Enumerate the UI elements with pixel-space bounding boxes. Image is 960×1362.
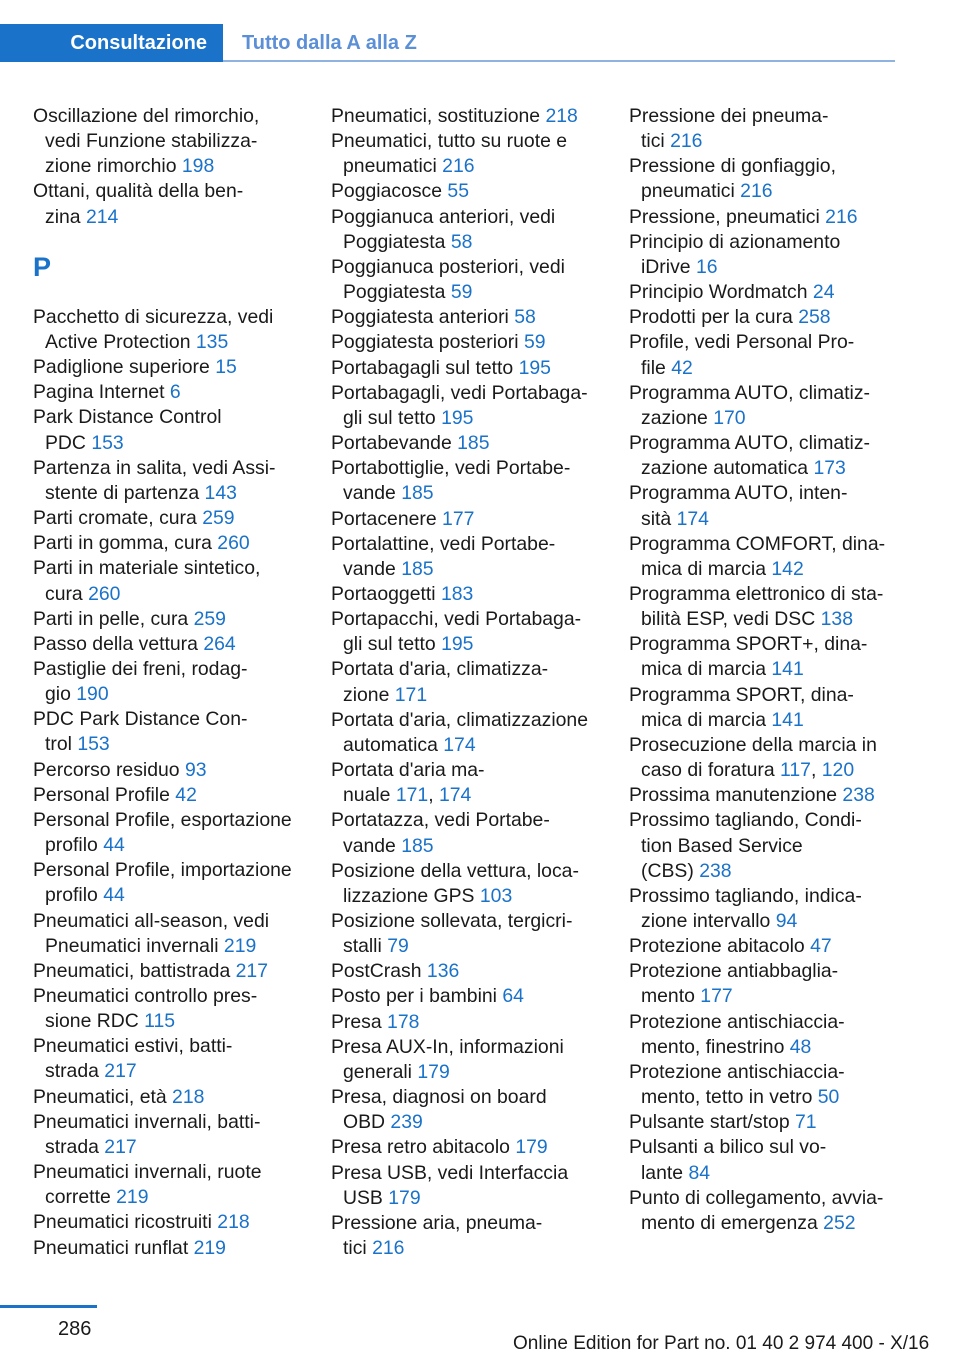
index-entry bbox=[33, 657, 325, 707]
index-entry bbox=[331, 1085, 623, 1135]
index-entry bbox=[33, 1110, 325, 1160]
index-entry-text: Portabottiglie, vedi Portabe‐ vande bbox=[331, 457, 571, 505]
index-entry-text: Portalattine, vedi Portabe‐ vande bbox=[331, 532, 556, 580]
index-entry: Portata d'aria ma‐ nuale 171, 174 bbox=[331, 759, 485, 807]
index-entry bbox=[331, 129, 623, 179]
index-entry-text: Pneumatici estivi, batti‐ strada bbox=[33, 1035, 233, 1083]
page-reference-link[interactable]: 84 bbox=[688, 1161, 711, 1184]
page-reference-link[interactable]: 185 bbox=[401, 834, 434, 857]
page-reference-link[interactable]: 216 bbox=[825, 205, 858, 228]
index-entry-text: Portata d'aria, climatizza‐ zione bbox=[331, 658, 549, 706]
page-reference-link[interactable]: 264 bbox=[203, 632, 236, 655]
index-entry-text: Oscillazione del rimorchio, vedi Funzione stabilizza‐ zione rimorchio bbox=[33, 105, 260, 178]
index-entry-text: Poggiacosce bbox=[331, 180, 448, 203]
index-entry-text: Portata d'aria, climatizzazione automatica bbox=[331, 708, 588, 756]
index-entry bbox=[331, 607, 623, 657]
page-reference-link[interactable]: 177 bbox=[442, 507, 475, 530]
index-entry-text: Programma AUTO, inten‐ sità bbox=[629, 482, 848, 530]
page-reference-link[interactable]: 174 bbox=[438, 784, 472, 807]
index-entry bbox=[33, 104, 325, 179]
page-reference-link[interactable]: 153 bbox=[77, 733, 110, 756]
index-entry-text: Padiglione superiore bbox=[33, 356, 216, 379]
index-entry bbox=[33, 758, 325, 783]
index-entry bbox=[33, 808, 325, 858]
page-reference-link[interactable]: 153 bbox=[91, 431, 124, 454]
page-reference-link[interactable]: 219 bbox=[223, 934, 257, 957]
page-reference-link[interactable]: 143 bbox=[204, 481, 237, 504]
index-entry bbox=[629, 1135, 921, 1185]
page-reference-link[interactable]: 171 bbox=[394, 683, 428, 706]
page-reference-link[interactable]: 16 bbox=[695, 255, 718, 278]
page-reference-link[interactable]: 260 bbox=[217, 532, 250, 555]
page-reference-link[interactable]: 47 bbox=[810, 935, 832, 958]
page-reference-link[interactable]: 183 bbox=[440, 582, 474, 605]
index-entry-text: Presa, diagnosi on board OBD bbox=[331, 1086, 547, 1134]
page-reference-link[interactable]: 260 bbox=[88, 582, 121, 605]
index-entry bbox=[629, 582, 921, 632]
index-entry bbox=[331, 1010, 623, 1035]
page-reference-link[interactable]: 50 bbox=[817, 1086, 840, 1109]
index-entry-text: Prodotti per la cura bbox=[629, 306, 799, 329]
index-entry bbox=[331, 205, 623, 255]
index-entry bbox=[33, 858, 325, 908]
index-entry bbox=[331, 909, 623, 959]
index-entry-text: Portata d'aria ma‐ nuale bbox=[331, 759, 485, 807]
index-column-2 bbox=[331, 104, 623, 1261]
page-reference-link[interactable]: 171 bbox=[395, 784, 429, 807]
index-entry bbox=[629, 934, 921, 959]
page-reference-link[interactable]: 214 bbox=[85, 205, 119, 228]
index-entry bbox=[629, 280, 921, 305]
index-entry bbox=[331, 1211, 623, 1261]
index-entry-text: Personal Profile bbox=[33, 783, 176, 806]
page-reference-link[interactable]: 218 bbox=[172, 1085, 205, 1108]
index-entry bbox=[33, 632, 325, 657]
index-entry-text: Pneumatici all-season, vedi Pneumatici invernali bbox=[33, 909, 270, 957]
page-reference-link[interactable]: 185 bbox=[401, 557, 434, 580]
index-entry bbox=[33, 607, 325, 632]
subsection-tab: Tutto dalla A alla Z bbox=[242, 31, 417, 54]
index-entry-text: Pneumatici, sostituzione bbox=[331, 105, 546, 127]
index-entry-text: Portaoggetti bbox=[331, 582, 441, 605]
index-entry-text: Poggiatesta posteriori bbox=[331, 331, 524, 354]
index-entry bbox=[33, 1236, 325, 1261]
index-entry-text: Programma SPORT+, dina‐ mica di marcia bbox=[629, 633, 868, 681]
index-entry bbox=[331, 255, 623, 305]
index-entry bbox=[629, 205, 921, 230]
page-reference-link[interactable]: 179 bbox=[515, 1136, 548, 1159]
index-entry-text: Pneumatici controllo pres‐ sione RDC bbox=[33, 985, 258, 1033]
page-reference-link[interactable]: 141 bbox=[771, 658, 804, 681]
index-entry bbox=[629, 154, 921, 204]
index-entry-text: Poggianuca anteriori, vedi Poggiatesta bbox=[331, 205, 556, 253]
page-reference-link[interactable]: 115 bbox=[144, 1010, 176, 1033]
index-entry bbox=[33, 1210, 325, 1235]
footer-divider bbox=[0, 1305, 97, 1308]
page-reference-link[interactable]: 135 bbox=[195, 330, 229, 353]
page-header bbox=[0, 0, 960, 62]
index-entry bbox=[629, 1186, 921, 1236]
index-entry-text: Parti in pelle, cura bbox=[33, 607, 194, 630]
index-entry bbox=[33, 707, 325, 757]
index-entry-text: Protezione abitacolo bbox=[629, 935, 811, 958]
index-entry-text: PDC Park Distance Con‐ trol bbox=[33, 708, 248, 756]
page-reference-link[interactable]: 138 bbox=[820, 608, 853, 631]
page-reference-link[interactable]: 55 bbox=[447, 180, 469, 203]
index-entry-text: Protezione antischiaccia‐ mento, finestrino bbox=[629, 1010, 845, 1058]
index-entry bbox=[33, 909, 325, 959]
page-reference-link[interactable]: 42 bbox=[175, 783, 197, 806]
index-entry bbox=[629, 1110, 921, 1135]
index-entry-text: Prosecuzione della marcia in caso di foratura bbox=[629, 733, 877, 782]
index-entry-text: Posto per i bambini bbox=[331, 985, 503, 1008]
page-reference-link[interactable]: 58 bbox=[450, 230, 473, 253]
index-entry-text: Poggianuca posteriori, vedi Poggiatesta bbox=[331, 255, 565, 304]
page-reference-link[interactable]: 259 bbox=[202, 507, 235, 530]
index-entry-text: Portatazza, vedi Portabe‐ vande bbox=[331, 809, 550, 857]
index-entry-text: Pressione aria, pneuma‐ tici bbox=[331, 1211, 543, 1260]
index-entry-text: Pneumatici runflat bbox=[33, 1236, 194, 1259]
page-reference-link[interactable]: 94 bbox=[775, 910, 798, 932]
index-entry-text: Posizione della vettura, loca‐ lizzazione GPS bbox=[331, 859, 579, 907]
page-reference-link[interactable]: 103 bbox=[479, 884, 513, 907]
index-entry-text: Pneumatici, età bbox=[33, 1085, 173, 1108]
index-entry bbox=[629, 632, 921, 682]
index-entry bbox=[629, 381, 921, 431]
index-entry bbox=[331, 984, 623, 1009]
index-entry bbox=[331, 305, 623, 330]
index-entry bbox=[33, 456, 325, 506]
index-entry bbox=[629, 1060, 921, 1110]
index-entry bbox=[331, 381, 623, 431]
index-entry bbox=[33, 556, 325, 606]
page-reference-link[interactable]: 190 bbox=[76, 683, 109, 706]
page-reference-link[interactable]: 198 bbox=[181, 155, 215, 178]
index-entry-text: Pacchetto di sicurezza, vedi Active Protection bbox=[33, 305, 274, 353]
index-entry bbox=[331, 657, 623, 707]
page-reference-link[interactable]: 117 bbox=[780, 759, 811, 782]
page-reference-link[interactable]: 120 bbox=[821, 759, 855, 782]
index-entry bbox=[33, 1034, 325, 1084]
index-entry-text: Presa retro abitacolo bbox=[331, 1136, 516, 1159]
index-entry bbox=[331, 179, 623, 204]
index-entry-text: Protezione antiabbaglia‐ mento bbox=[629, 960, 839, 1008]
index-entry bbox=[33, 506, 325, 531]
page-reference-link[interactable]: 64 bbox=[502, 985, 524, 1008]
index-entry bbox=[33, 305, 325, 355]
edition-note: Online Edition for Part no. 01 40 2 974 400 - X/16 bbox=[513, 1333, 930, 1354]
index-entry bbox=[331, 104, 623, 129]
index-entry-text: Punto di collegamento, avvia‐ mento di emergenza bbox=[629, 1186, 884, 1234]
page-reference-link[interactable]: 79 bbox=[387, 935, 409, 958]
page-reference-link[interactable]: 58 bbox=[514, 306, 536, 329]
index-entry bbox=[331, 431, 623, 456]
index-entry-text: Parti cromate, cura bbox=[33, 507, 203, 530]
index-entry-text: Partenza in salita, vedi Assi‐ stente di partenza bbox=[33, 456, 276, 504]
index-entry bbox=[33, 380, 325, 405]
index-entry bbox=[33, 959, 325, 984]
index-entry-text: Programma elettronico di sta‐ bilità ESP, vedi DSC bbox=[629, 582, 884, 631]
page-reference-link[interactable]: 218 bbox=[217, 1211, 250, 1234]
index-entry-text: Pneumatici invernali, ruote corrette bbox=[33, 1161, 262, 1209]
page-reference-link[interactable]: 238 bbox=[842, 784, 875, 807]
index-entry bbox=[331, 1135, 623, 1160]
index-entry-text: Pagina Internet bbox=[33, 381, 170, 404]
index-entry bbox=[331, 456, 623, 506]
page-reference-link[interactable]: 217 bbox=[235, 959, 268, 982]
page-reference-link[interactable]: 48 bbox=[789, 1035, 812, 1058]
index-entry bbox=[629, 305, 921, 330]
page-reference-link[interactable]: 93 bbox=[184, 758, 207, 781]
index-entry-text: Personal Profile, esportazione profilo bbox=[33, 808, 292, 857]
page-reference-link[interactable]: 44 bbox=[103, 884, 125, 907]
index-entry-text: Presa USB, vedi Interfaccia USB bbox=[331, 1161, 569, 1209]
index-entry bbox=[629, 1010, 921, 1060]
page-reference-link[interactable]: 6 bbox=[169, 381, 181, 404]
index-entry bbox=[331, 1161, 623, 1211]
index-entry-text: Pastiglie dei freni, rodag‐ gio bbox=[33, 657, 248, 706]
page-reference-link[interactable]: 15 bbox=[215, 356, 237, 379]
index-entry-text: Pneumatici, tutto su ruote e pneumatici bbox=[331, 130, 568, 178]
index-entry bbox=[33, 179, 325, 229]
page-reference-link[interactable]: 216 bbox=[442, 155, 475, 178]
page-reference-link[interactable]: 179 bbox=[388, 1186, 421, 1209]
index-entry bbox=[331, 959, 623, 984]
index-entry-text: Programma AUTO, climatiz‐ zazione bbox=[629, 381, 870, 429]
index-entry-text: PostCrash bbox=[331, 960, 427, 983]
index-entry bbox=[331, 582, 623, 607]
page-reference-link[interactable]: 136 bbox=[426, 960, 460, 983]
index-entry-text: Prossima manutenzione bbox=[629, 784, 843, 807]
page-reference-link[interactable]: 185 bbox=[457, 432, 490, 455]
index-entry-text: Prossimo tagliando, Condi‐ tion Based Service (CBS) bbox=[629, 809, 862, 882]
page-reference-link[interactable]: 219 bbox=[193, 1236, 226, 1259]
index-entry-text: Parti in gomma, cura bbox=[33, 532, 218, 555]
page-reference-link[interactable]: 178 bbox=[387, 1010, 420, 1033]
index-entry bbox=[629, 532, 921, 582]
index-entry bbox=[33, 531, 325, 556]
index-entry-text: Presa AUX-In, informazioni generali bbox=[331, 1035, 564, 1083]
index-entry bbox=[33, 355, 325, 380]
index-entry bbox=[331, 859, 623, 909]
index-entry bbox=[629, 330, 921, 380]
index-entry-text: Personal Profile, importazione profilo bbox=[33, 859, 292, 907]
page-reference-link[interactable]: 217 bbox=[104, 1135, 137, 1158]
index-entry-text: Portabagagli sul tetto bbox=[331, 356, 519, 379]
index-entry-text: Portapacchi, vedi Portabaga‐ gli sul tetto bbox=[331, 608, 582, 656]
index-entry bbox=[33, 1160, 325, 1210]
index-entry-text: Presa bbox=[331, 1010, 388, 1033]
page-reference-link[interactable]: 252 bbox=[823, 1211, 856, 1234]
page-reference-link[interactable]: 216 bbox=[670, 130, 703, 153]
page-reference-link[interactable]: 59 bbox=[450, 281, 473, 304]
page-number: 286 bbox=[58, 1318, 92, 1340]
page-reference-link[interactable]: 216 bbox=[740, 180, 773, 203]
index-entry-text: Pulsante start/stop bbox=[629, 1111, 795, 1134]
index-entry-text: Pressione di gonfiaggio, pneumatici bbox=[629, 155, 836, 203]
index-entry bbox=[629, 230, 921, 280]
index-entry bbox=[331, 507, 623, 532]
index-entry-text: Pressione dei pneuma‐ tici bbox=[629, 105, 829, 153]
index-entry-text: Ottani, qualità della ben‐ zina bbox=[33, 180, 244, 228]
index-entry-text: Portacenere bbox=[331, 507, 443, 530]
index-entry bbox=[33, 405, 325, 455]
page-reference-link[interactable]: 141 bbox=[771, 708, 804, 731]
page-reference-link[interactable]: 44 bbox=[103, 834, 125, 857]
index-column-1 bbox=[33, 104, 325, 1261]
index-entry bbox=[33, 783, 325, 808]
index-entry-text: Prossimo tagliando, indica‐ zione intervallo bbox=[629, 884, 862, 932]
index-entry-text: Principio di azionamento iDrive bbox=[629, 230, 841, 278]
index-entry-text: Pneumatici invernali, batti‐ strada bbox=[33, 1110, 261, 1158]
page-reference-link[interactable]: 177 bbox=[700, 985, 733, 1008]
index-entry-text: Pneumatici, battistrada bbox=[33, 959, 236, 982]
index-entry-text: Parti in materiale sintetico, cura bbox=[33, 557, 261, 605]
index-entry bbox=[629, 808, 921, 883]
index-section-letter: P bbox=[33, 251, 52, 282]
page-reference-link[interactable]: 239 bbox=[390, 1111, 423, 1134]
page-reference-link[interactable]: 219 bbox=[116, 1186, 149, 1209]
index-entry bbox=[331, 1035, 623, 1085]
index-entry-text: Pulsanti a bilico sul vo‐ lante bbox=[629, 1136, 827, 1184]
index-entry bbox=[629, 104, 921, 154]
index-entry bbox=[331, 356, 623, 381]
page-reference-link[interactable]: 195 bbox=[441, 406, 474, 429]
index-entry-text: Programma SPORT, dina‐ mica di marcia bbox=[629, 683, 854, 731]
index-entry-text: Pneumatici ricostruiti bbox=[33, 1211, 218, 1234]
page-reference-link[interactable]: 42 bbox=[671, 356, 693, 379]
index-entry bbox=[331, 808, 623, 858]
index-entry bbox=[33, 984, 325, 1034]
page-reference-link[interactable]: 259 bbox=[193, 607, 226, 630]
index-entry-text: Pressione, pneumatici bbox=[629, 205, 826, 228]
index-entry-text: Programma COMFORT, dina‐ mica di marcia bbox=[629, 532, 886, 580]
page-reference-link[interactable]: 217 bbox=[104, 1060, 137, 1083]
index-entry-text: Protezione antischiaccia‐ mento, tetto in vetro bbox=[629, 1060, 845, 1109]
index-entry-text: Park Distance Control PDC bbox=[33, 406, 222, 454]
index-entry-text: Passo della vettura bbox=[33, 632, 204, 655]
page-reference-link[interactable]: 170 bbox=[713, 406, 746, 429]
index-entry-text: Programma AUTO, climatiz‐ zazione automatica bbox=[629, 432, 870, 480]
page-reference-link[interactable]: 258 bbox=[798, 306, 831, 329]
index-entry-text: Percorso residuo bbox=[33, 758, 185, 781]
index-entry bbox=[629, 481, 921, 531]
page-reference-link[interactable]: 24 bbox=[812, 281, 835, 304]
index-entry bbox=[33, 1085, 325, 1110]
index-entry-text: Posizione sollevata, tergicri‐ stalli bbox=[331, 910, 573, 958]
index-entry bbox=[629, 959, 921, 1009]
index-entry-text: Poggiatesta anteriori bbox=[331, 306, 515, 329]
index-entry-text: Portabagagli, vedi Portabaga‐ gli sul tetto bbox=[331, 381, 588, 429]
page-reference-link[interactable]: 179 bbox=[417, 1060, 450, 1083]
page-reference-link[interactable]: 216 bbox=[372, 1237, 405, 1260]
index-entry bbox=[629, 683, 921, 733]
page-reference-link[interactable]: 195 bbox=[441, 633, 474, 656]
page-reference-link[interactable]: 195 bbox=[518, 356, 551, 379]
page-reference-link[interactable]: 185 bbox=[401, 482, 434, 505]
index-entry bbox=[331, 532, 623, 582]
page-reference-link[interactable]: 173 bbox=[813, 457, 846, 480]
page-reference-link[interactable]: 59 bbox=[523, 331, 546, 354]
header-divider bbox=[223, 60, 895, 62]
index-entry: Prosecuzione della marcia in caso di foratura 117, 120 bbox=[629, 733, 877, 782]
index-entry bbox=[629, 431, 921, 481]
page-reference-link[interactable]: 238 bbox=[699, 859, 732, 882]
index-entry-text: Portabevande bbox=[331, 432, 458, 455]
index-entry-text: Profile, vedi Personal Pro‐ file bbox=[629, 331, 855, 379]
section-tab: Consultazione bbox=[0, 24, 223, 62]
page-reference-link[interactable]: 174 bbox=[676, 507, 709, 530]
index-entry bbox=[331, 330, 623, 355]
page-reference-link[interactable]: 71 bbox=[795, 1111, 817, 1134]
index-column-3 bbox=[629, 104, 921, 1236]
index-entry bbox=[629, 884, 921, 934]
index-entry bbox=[331, 708, 623, 758]
page-reference-link[interactable]: 174 bbox=[443, 733, 476, 756]
index-entry-text: Principio Wordmatch bbox=[629, 281, 813, 304]
index-entry bbox=[629, 783, 921, 808]
page-reference-link[interactable]: 142 bbox=[771, 557, 804, 580]
page-reference-link[interactable]: 218 bbox=[545, 105, 578, 127]
